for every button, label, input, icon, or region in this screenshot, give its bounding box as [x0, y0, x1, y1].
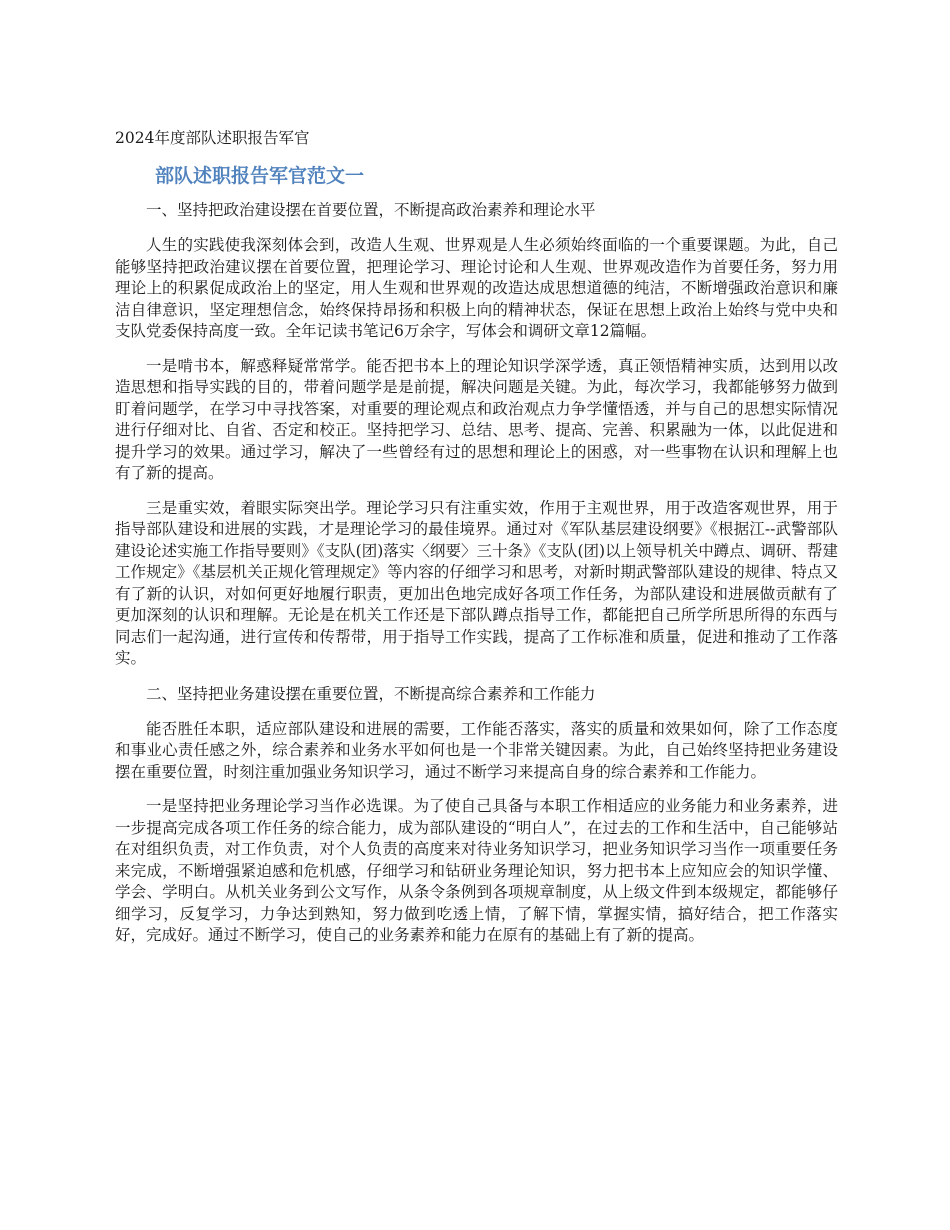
- section-heading-1: 一、坚持把政治建设摆在首要位置，不断提高政治素养和理论水平: [146, 201, 596, 219]
- paragraph: 能否胜任本职，适应部队建设和进展的需要，工作能否落实，落实的质量和效果如何，除了工作态度和事业心责任感之外，综合素养和业务水平如何也是一个非常关键因素。为此，自己始终坚持把业务建设摆在重要位置，时刻注重加强业务知识学习，通过不断学习来提高自身的综合素养和工作能力。: [115, 719, 838, 781]
- document-title: 2024年度部队述职报告军官: [115, 129, 310, 147]
- section-heading-2: 二、坚持把业务建设摆在重要位置，不断提高综合素养和工作能力: [146, 684, 596, 703]
- paragraph: 人生的实践使我深刻体会到，改造人生观、世界观是人生必须始终面临的一个重要课题。为此，自己能够坚持把政治建议摆在首要位置，把理论学习、理论讨论和人生观、世界观改造作为首要任务，努力用理论上的积累促成政治上的坚定，用人生观和世界观的改造达成思想道德的纯洁，不断增强政治意识和廉洁自律意识，坚定理想信念，始终保持昂扬和积极上向的精神状态，保证在思想上政治上始终与党中央和支队党委保持高度一致。全年记读书笔记6万余字，写体会和调研文章12篇幅。: [115, 236, 838, 340]
- document-heading: 部队述职报告军官范文一: [155, 165, 365, 187]
- paragraph: 三是重实效，着眼实际突出学。理论学习只有注重实效，作用于主观世界，用于改造客观世界，用于指导部队建设和进展的实践，才是理论学习的最佳境界。通过对《军队基层建设纲要》《根据江--武警部队建设论述实施工作指导要则》《支队(团)落实〈纲要〉三十条》《支队(团)以上领导机关中蹲点、调研、帮建工作规定》《基层机关正规化管理规定》等内容的仔细学习和思考，对新时期武警部队建设的规律、特点又有了新的认识，对如何更好地履行职责，更加出色地完成好各项工作任务，为部队建设和进展做贡献有了更加深刻的认识和理解。无论是在机关工作还是下部队蹲点指导工作，都能把自己所学所思所得的东西与同志们一起沟通，进行宣传和传帮带，用于指导工作实践，提高了工作标准和质量，促进和推动了工作落实。: [115, 498, 838, 667]
- paragraph: 一是啃书本，解惑释疑常常学。能否把书本上的理论知识学深学透，真正领悟精神实质，达到用以改造思想和指导实践的目的，带着问题学是是前提，解决问题是关键。为此，每次学习，我都能够努力做到盯着问题学，在学习中寻找答案，对重要的理论观点和政治观点力争学懂悟透，并与自己的思想实际情况进行仔细对比、自省、否定和校正。坚持把学习、总结、思考、提高、完善、积累融为一体，以此促进和提升学习的效果。通过学习，解决了一些曾经有过的思想和理论上的困惑，对一些事物在认识和理解上也有了新的提高。: [115, 356, 838, 482]
- paragraph: 一是坚持把业务理论学习当作必选课。为了使自己具备与本职工作相适应的业务能力和业务素养，进一步提高完成各项工作任务的综合能力，成为部队建设的“明白人”，在过去的工作和生活中，自己能够站在对组织负责，对工作负责，对个人负责的高度来对待业务知识学习，把业务知识学习当作一项重要任务来完成，不断增强紧迫感和危机感，仔细学习和钻研业务理论知识，努力把书本上应知应会的知识学懂、学会、学明白。从机关业务到公文写作，从条令条例到各项规章制度，从上级文件到本级规定，都能够仔细学习，反复学习，力争达到熟知，努力做到吃透上情，了解下情，掌握实情，搞好结合，把工作落实好，完成好。通过不断学习，使自己的业务素养和能力在原有的基础上有了新的提高。: [115, 797, 838, 944]
